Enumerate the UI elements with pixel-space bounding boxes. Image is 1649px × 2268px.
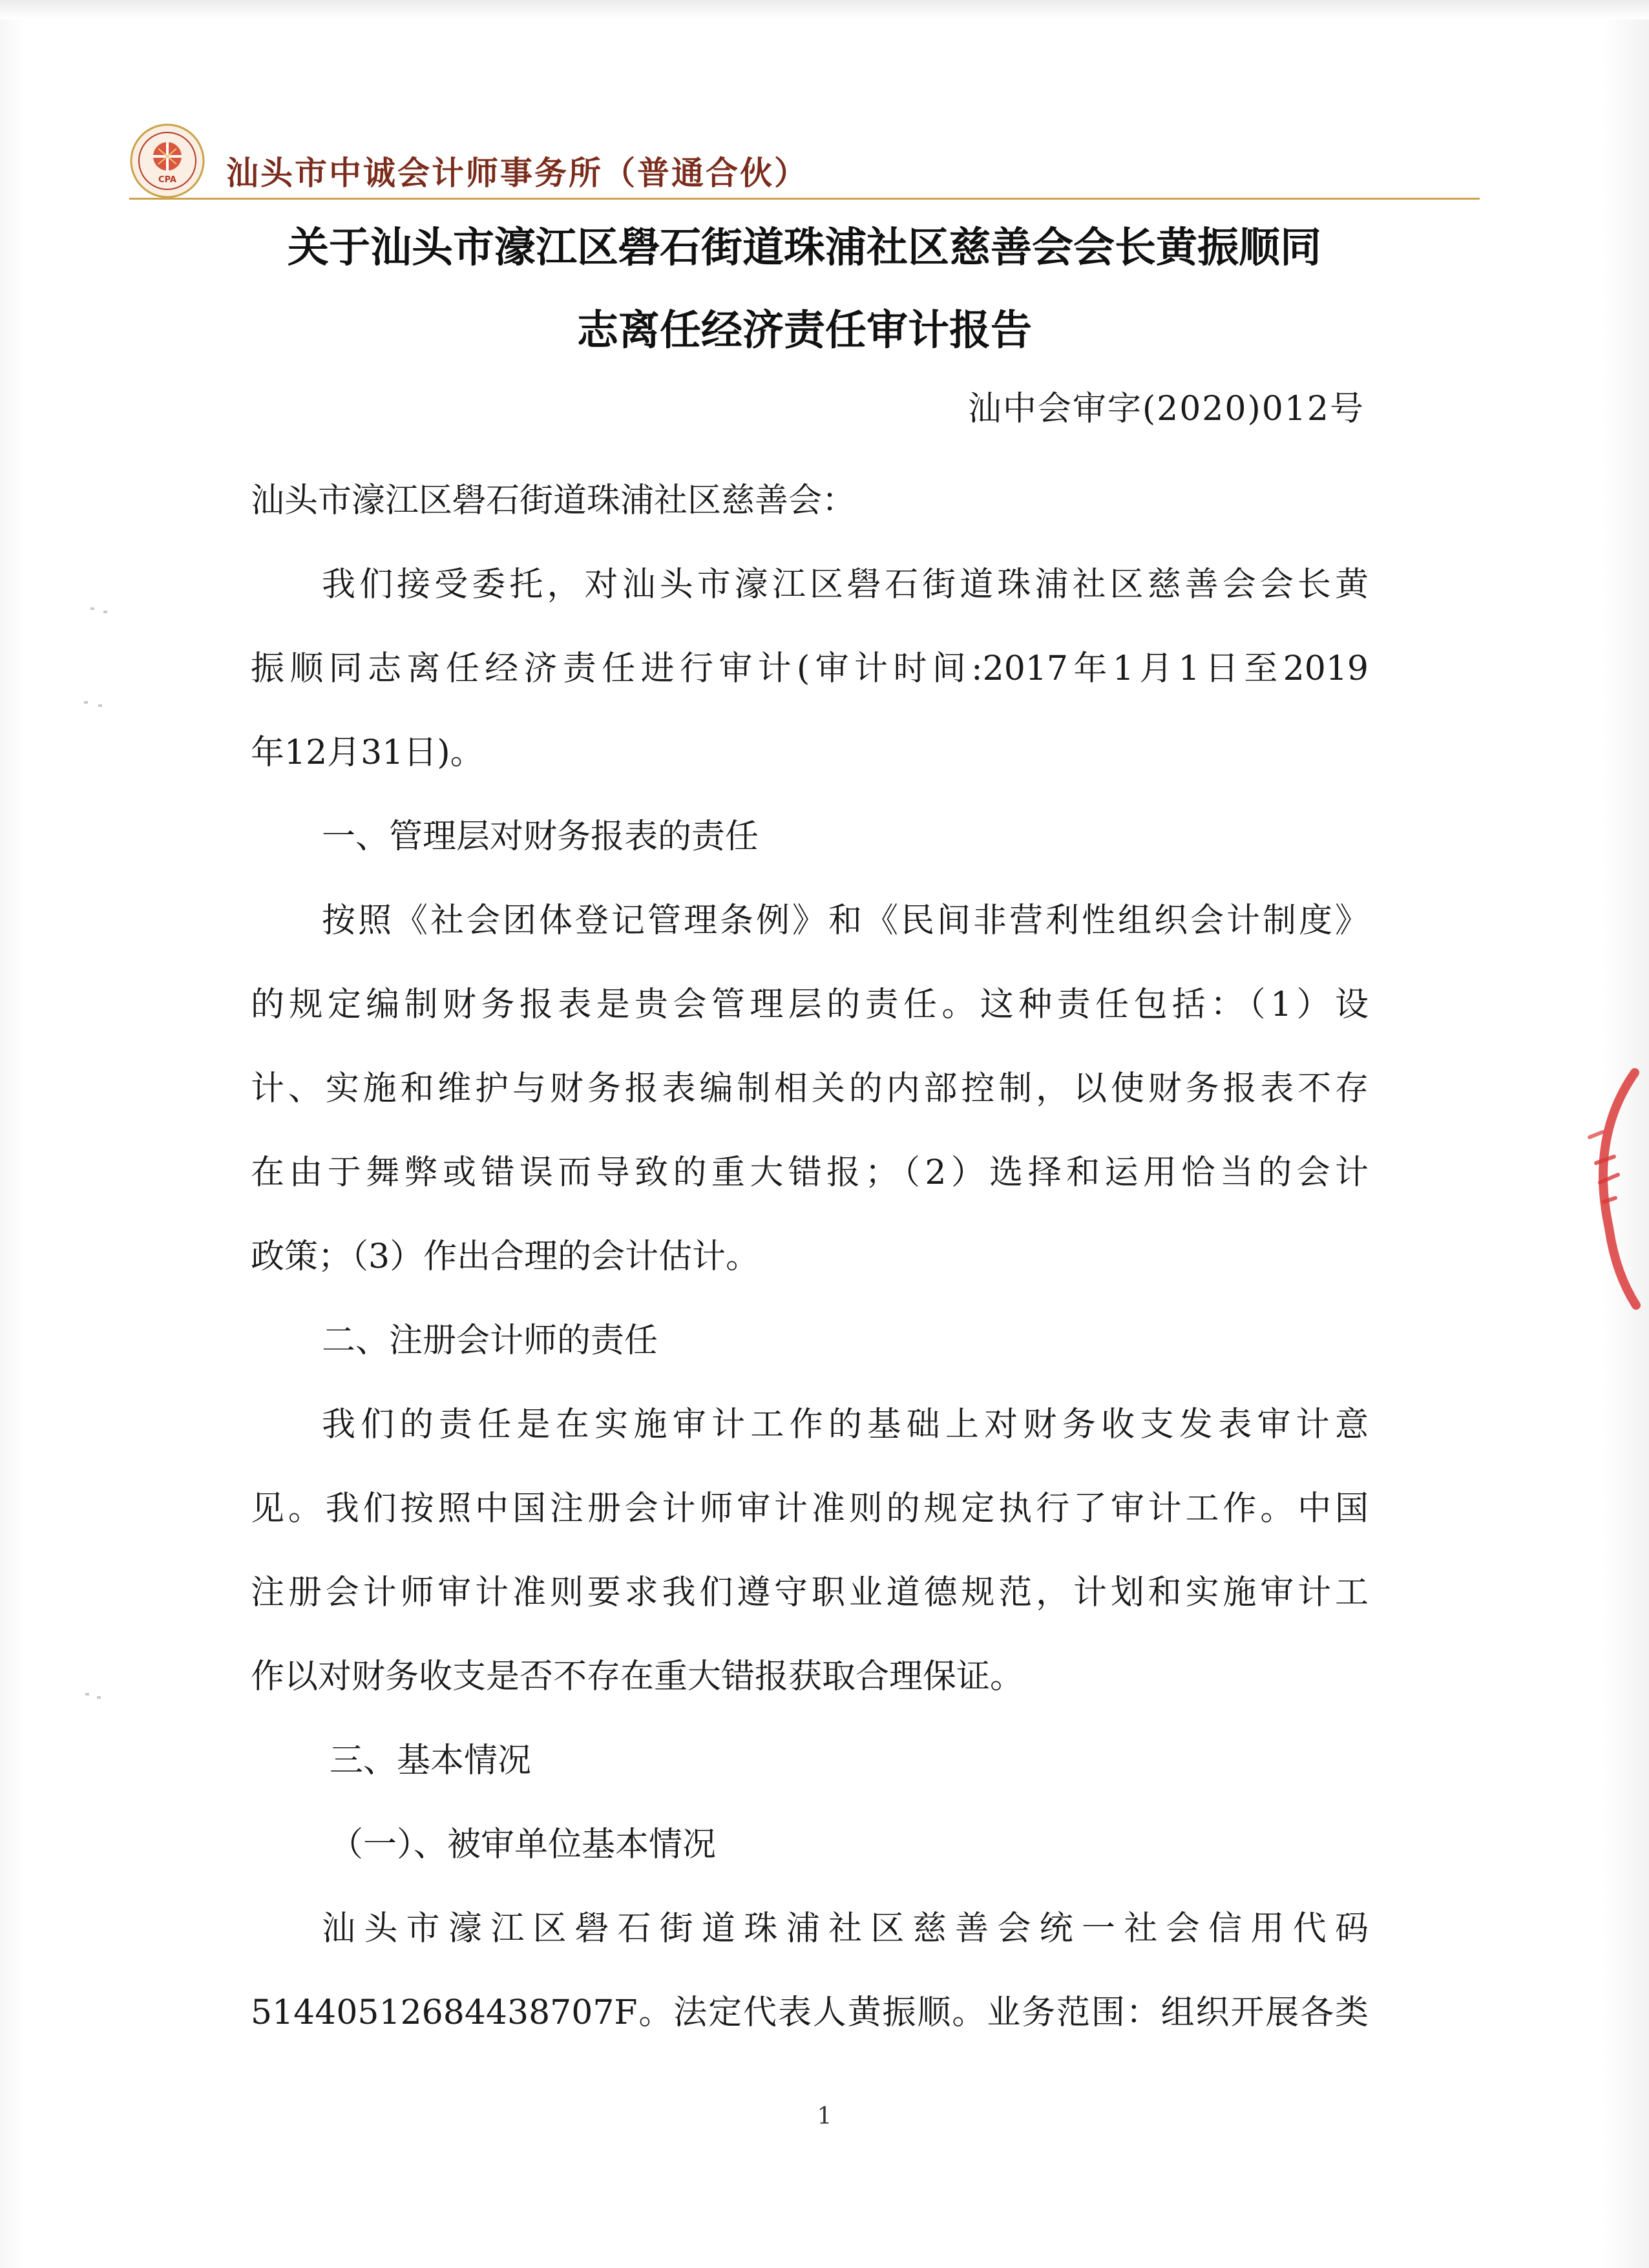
- paragraph-line: 振顺同志离任经济责任进行审计(审计时间:2017年1月1日至2019: [251, 649, 1369, 688]
- page-number: 1: [817, 2103, 832, 2130]
- paragraph-line: 的规定编制财务报表是贵会管理层的责任。这种责任包括：（1）设: [251, 985, 1369, 1024]
- paragraph-line: 按照《社会团体登记管理条例》和《民间非营利性组织会计制度》: [322, 901, 1369, 940]
- paragraph-line: 计、实施和维护与财务报表编制相关的内部控制，以使财务报表不存: [251, 1069, 1369, 1108]
- addressee: 汕头市濠江区礐石街道珠浦社区慈善会：: [251, 481, 856, 520]
- paragraph-line: 51440512684438707F。法定代表人黄振顺。业务范围：组织开展各类: [251, 1993, 1369, 2032]
- paragraph-line: 汕头市濠江区礐石街道珠浦社区慈善会统一社会信用代码: [322, 1909, 1369, 1948]
- report-body: [251, 459, 1369, 2055]
- scan-speck: [97, 1696, 101, 1699]
- paragraph-line: 我们接受委托，对汕头市濠江区礐石街道珠浦社区慈善会会长黄: [322, 565, 1369, 604]
- paragraph-line: 见。我们按照中国注册会计师审计准则的规定执行了审计工作。中国: [251, 1489, 1369, 1528]
- paragraph-line: 在由于舞弊或错误而导致的重大错报；（2）选择和运用恰当的会计: [251, 1153, 1369, 1192]
- report-title: [129, 207, 1480, 372]
- section-heading-2: 二、注册会计师的责任: [322, 1321, 658, 1360]
- paragraph-line: 年12月31日)。: [251, 733, 484, 772]
- scan-speck: [85, 1693, 89, 1696]
- scan-speck: [84, 701, 88, 704]
- scan-speck: [103, 611, 107, 613]
- section-heading-3: 三、基本情况: [330, 1741, 532, 1780]
- firm-logo-icon: [129, 123, 205, 199]
- subsection-heading-1: （一）、被审单位基本情况: [330, 1825, 717, 1864]
- firm-name: 汕头市中诚会计师事务所（普通合伙）: [226, 154, 808, 192]
- paragraph-line: 注册会计师审计准则要求我们遵守职业道德规范，计划和实施审计工: [251, 1573, 1369, 1612]
- document-number: 汕中会审字(2020)012号: [967, 390, 1365, 428]
- red-seal-fragment-icon: [1564, 1060, 1641, 1318]
- paragraph-line: 作以对财务收支是否不存在重大错报获取合理保证。: [251, 1657, 1024, 1696]
- scan-speck: [98, 704, 102, 707]
- scan-edge-shadow: [0, 0, 1649, 19]
- letterhead-rule: [129, 198, 1480, 200]
- logo-text: CPA: [158, 175, 176, 185]
- section-heading-1: 一、管理层对财务报表的责任: [322, 817, 759, 856]
- scan-speck: [90, 607, 94, 610]
- report-title-line-1: 关于汕头市濠江区礐石街道珠浦社区慈善会会长黄振顺同: [288, 224, 1321, 272]
- report-title-line-2: 志离任经济责任审计报告: [577, 306, 1032, 355]
- paragraph-line: 政策；（3）作出合理的会计估计。: [251, 1237, 760, 1276]
- paragraph-line: 我们的责任是在实施审计工作的基础上对财务收支发表审计意: [322, 1405, 1369, 1444]
